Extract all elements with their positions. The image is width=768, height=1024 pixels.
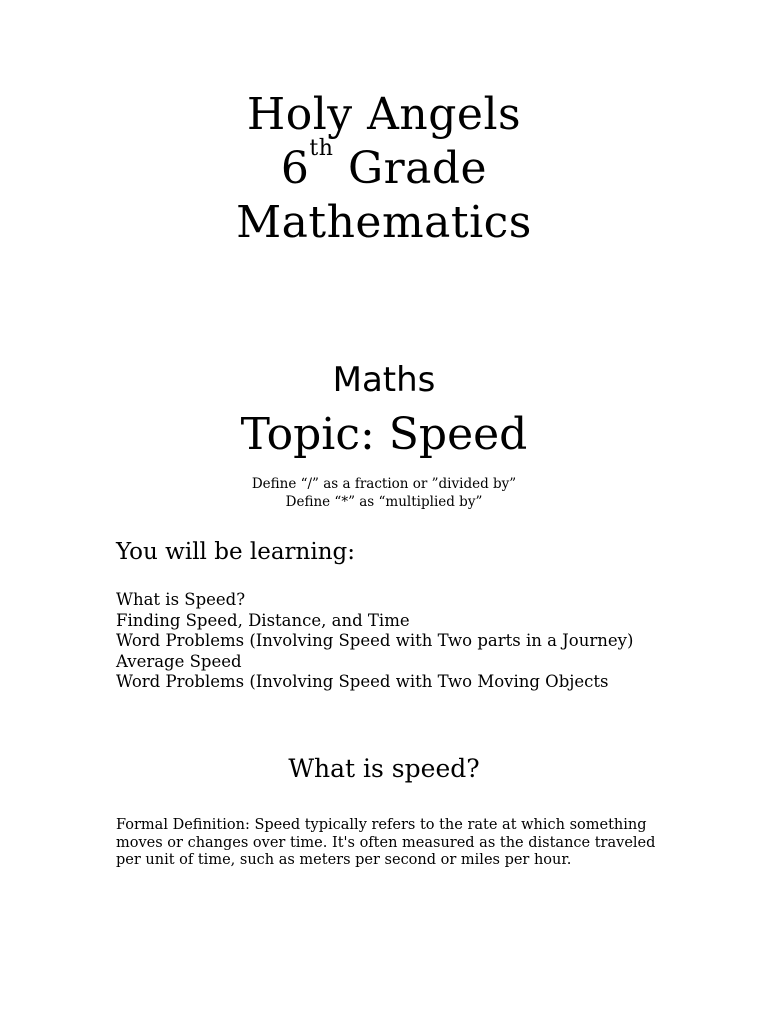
list-item: Word Problems (Involving Speed with Two Moving Objects bbox=[116, 672, 609, 691]
grade-line bbox=[0, 136, 768, 196]
list-item: Word Problems (Involving Speed with Two parts in a Journey) bbox=[116, 631, 634, 650]
school-name: Holy Angels bbox=[246, 89, 522, 140]
definition-multiply: Define “*” as “multiplied by” bbox=[285, 494, 483, 510]
learning-heading: You will be learning: bbox=[116, 539, 355, 565]
grade-suffix: th bbox=[309, 136, 334, 161]
subject-label: Maths bbox=[332, 360, 436, 400]
topic-heading: Topic: Speed bbox=[240, 409, 528, 460]
list-item: Finding Speed, Distance, and Time bbox=[116, 610, 410, 630]
section-heading: What is speed? bbox=[288, 754, 480, 783]
course-name: Mathematics bbox=[236, 197, 532, 248]
document-title bbox=[0, 88, 768, 250]
list-item: What is Speed? bbox=[116, 590, 246, 609]
notation-definitions bbox=[0, 475, 768, 511]
list-item: Average Speed bbox=[116, 651, 242, 671]
formal-definition: Formal Definition: Speed typically refers to the rate at which something moves or changes over time. It's often measured as the distance traveled per unit of time, such as meters per second or miles per hour. bbox=[116, 817, 656, 868]
grade-number: 6 bbox=[280, 143, 310, 194]
grade-word: Grade bbox=[347, 143, 488, 194]
definition-divide: Define “/” as a fraction or ”divided by” bbox=[251, 476, 517, 492]
learning-list bbox=[116, 590, 656, 693]
